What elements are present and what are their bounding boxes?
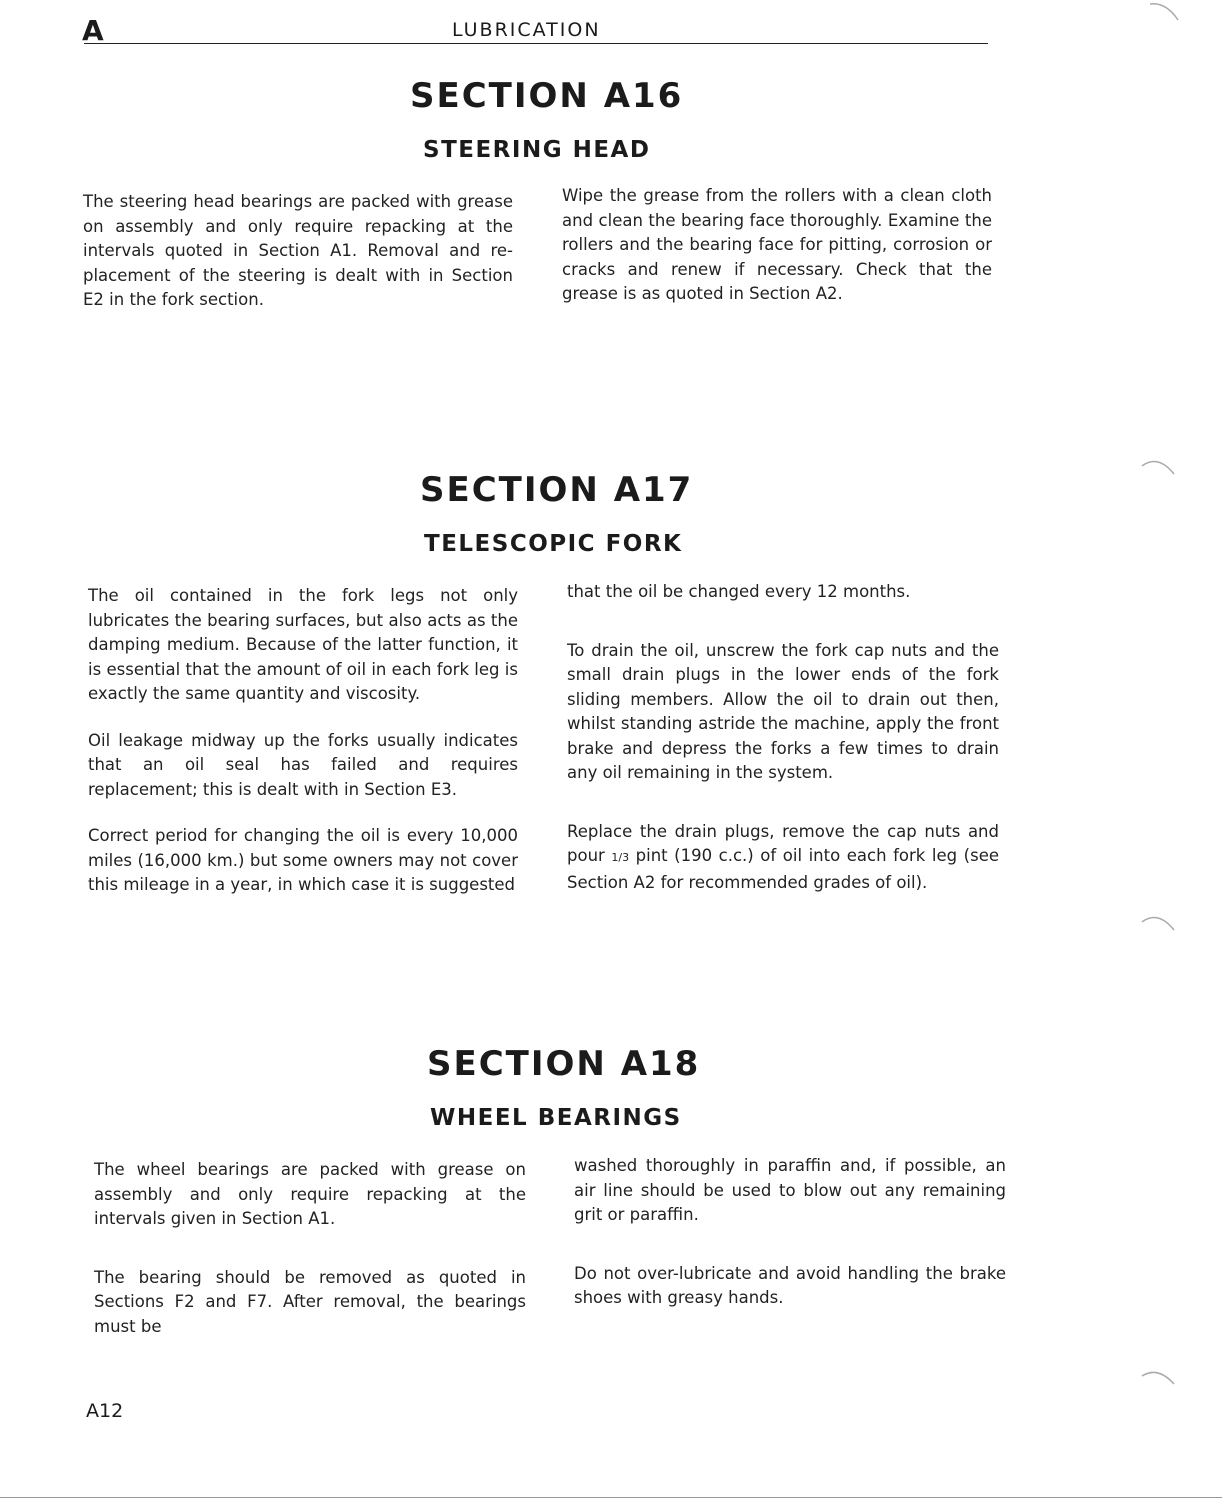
binder-hole-mark (1140, 908, 1180, 938)
section-a18-right-column (574, 1154, 1006, 1311)
binder-hole-mark (1140, 452, 1180, 482)
section-a18-subtitle: WHEEL BEARINGS (430, 1105, 682, 1131)
paragraph: The bearing should be removed as quoted in Sections F2 and F7. After removal, the bearings must be (94, 1267, 526, 1336)
paragraph: Correct period for changing the oil is every 10,000 miles (16,000 km.) but some owners may not cover this mileage in a year, in which case it is suggested (88, 826, 518, 894)
paragraph (567, 820, 999, 896)
section-a17-left-column (88, 584, 518, 898)
section-a16-subtitle: STEERING HEAD (423, 137, 651, 163)
section-a18-left-column (94, 1158, 526, 1339)
binder-hole-mark (1140, 1364, 1180, 1394)
section-letter: A (82, 14, 104, 47)
section-a17-right-column (567, 580, 999, 895)
section-a18-title: SECTION A18 (427, 1044, 701, 1084)
paragraph: that the oil be changed every 12 months. (567, 582, 911, 601)
header-rule (84, 43, 988, 44)
section-a17-title: SECTION A17 (420, 470, 694, 510)
paragraph: The steering head bearings are packed with grease on assembly and only require repacking at the intervals quoted in Section A1. Removal and re-placement of the steering is dealt with in Section E2 in the fork section. (83, 192, 513, 309)
section-a16-left-column (83, 190, 513, 313)
binder-hole-mark (1148, 0, 1188, 24)
paragraph: washed thoroughly in paraffin and, if possible, an air line should be used to blow out any remaining grit or paraffin. (574, 1156, 1006, 1224)
paragraph: The wheel bearings are packed with grease on assembly and only require repacking at the intervals given in Section A1. (94, 1160, 526, 1228)
fraction-one-third: 1/3 (611, 851, 630, 864)
section-a16-right-column (562, 184, 992, 307)
section-a17-subtitle: TELESCOPIC FORK (424, 531, 683, 557)
page-number: A12 (86, 1400, 124, 1422)
page-bottom-edge (0, 1497, 1222, 1498)
paragraph: To drain the oil, unscrew the fork cap nuts and the small drain plugs in the lower ends of the fork sliding members. Allow the oil to drain out then, whilst standing astride the machine, apply the front brake and depress the forks a few times to drain any oil remaining in the system. (567, 640, 999, 782)
paragraph: Oil leakage midway up the forks usually indicates that an oil seal has failed and requires replacement; this is dealt with in Section E3. (88, 730, 518, 799)
paragraph: The oil contained in the fork legs not only lubricates the bearing surfaces, but also acts as the damping medium. Because of the latter function, it is essential that the amount of oil in each fork leg is exactly the same quantity and viscosity. (88, 586, 518, 703)
text-fragment: pint (190 c.c.) of oil into each fork leg (see Section A2 for recommended grades of oil). (567, 846, 999, 892)
text-fragment: Replace the drain plugs, remove the cap nuts and pour (567, 821, 999, 865)
page-header-title: LUBRICATION (452, 19, 601, 41)
paragraph: Wipe the grease from the rollers with a clean cloth and clean the bearing face thoroughly. Examine the rollers and the bearing face for pitting, corrosion or cracks and renew if necessary. Check that the grease is as quoted in Section A2. (562, 186, 992, 303)
paragraph: Do not over-lubricate and avoid handling the brake shoes with greasy hands. (574, 1263, 1006, 1307)
section-a16-title: SECTION A16 (410, 76, 684, 116)
